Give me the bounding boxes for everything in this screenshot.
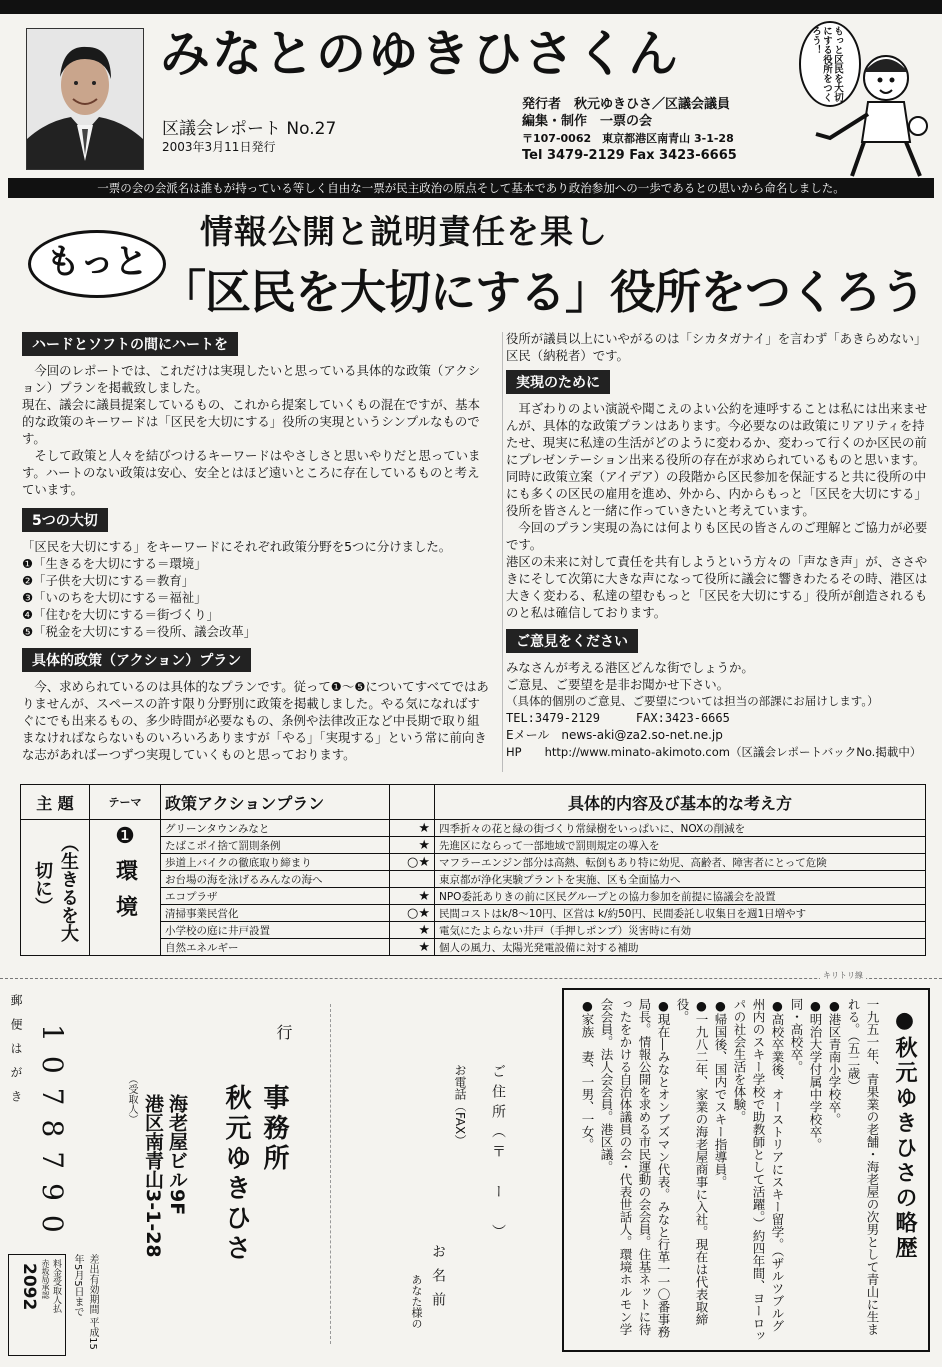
header-detail: 具体的内容及び基本的な考え方 [435,785,926,820]
profile-list [572,998,882,1342]
paragraph: 現在、議会に議員提案しているもの、これから提案していくもの混在ですが、基本的な政策のキーワードは「区民を大切にする」役所の実現というシンプルなものです。 [22,397,480,446]
detail-cell: 四季折々の花と緑の街づくり常緑樹をいっぱいに、NOXの削減を [435,820,926,837]
detail-cell: 電気にたよらない井戸（手押しポンプ）災害時に有効 [435,922,926,939]
paragraph: 同時に政策立案（アイデア）の段階から区民参加を保証すると共に役所の中にも多くの区民の雇用を進め、外から、内からもっと「区民を大切にする」役所を皆さんと一緒に作っていきたいと考えています。 [506,469,927,518]
detail-cell: 東京都が浄化実験プラントを実施、区も全面協力へ [435,871,926,888]
table-header [21,785,926,820]
star-icon: ★ [390,939,435,956]
plan-cell: エコプラザ [161,888,390,905]
publisher: 発行者 秋元ゆきひさ／区議会議員 [522,97,731,112]
motto-banner: 一票の会の会派名は誰もが持っている等しく自由な一票が民主政治の原点そして基本であり政治参加への一歩であるとの思いから命名しました。 [8,178,934,198]
column-divider [502,332,503,772]
star-icon: ★ [390,922,435,939]
postage-approval: 赤坂局承認 [41,1259,50,1299]
profile-item: ●一九八二年、家業の海老屋商事に入社。現在は代表取締役。 [675,998,709,1326]
profile-item: ●港区青南小学校卒。 [827,998,842,1126]
plan-cell: 歩道上バイクの徹底取り締まり [161,854,390,871]
star-icon: ★ [390,888,435,905]
contact-tel-fax: TEL:3479-2129 FAX:3423-6665 [506,711,730,725]
detail-cell: 先進区にならって一部地域で罰則規定の導入を [435,837,926,854]
detail-cell: 個人の風力、太陽光発電設備に対する補助 [435,939,926,956]
masthead-title: みなとのゆきひさくん [160,25,680,83]
profile-item: ●現在―みなとオンブズマン代表。みなと行革一一〇番事務局長。情報公開を求める市民運動の会会員。住基ネットに待ったをかける自治体議員の会・代表世話人。環境ホルモン学会会員。法人会会員。港区議。 [599,998,671,1338]
theme-number-icon: ❶ [115,824,135,849]
left-column [22,332,490,763]
list-item: ❷「子供を大切にする＝教育」 [22,573,195,588]
paragraph: （具体的個別のご意見、ご要望については担当の部課にお届けします。） [506,694,879,708]
right-column [506,330,930,761]
paragraph: 耳ざわりのよい演説や聞こえのよい公約を連呼することは私には出来ませんが、具体的な政策プランはあります。今必要なのは政策にリアリティを持たせ、現実に私達の生活がどのように変わるか、変わって行くのか区民の前にプレゼンテーション出来る役所の存在が求められているものと思います。 [506,401,928,467]
section-heading: 実現のために [506,370,610,394]
receiver-name: 秋元ゆきひさ [221,1084,251,1264]
fold-line [330,1004,351,1344]
profile-title: ●秋元ゆきひさの略歴 [892,1008,917,1261]
editor: 編集・制作 一票の会 [522,114,653,129]
section-heading: ご意見をください [506,629,638,653]
detail-cell: マフラーエンジン部分は高熱、転倒もあり特に幼児、高齢者、障害者にとって危険 [435,854,926,871]
plan-cell: 自然エネルギー [161,939,390,956]
profile-item: ●家族 妻、一男、一女。 [580,998,595,1151]
postcard-kind: 郵便はがき [9,994,23,1114]
header-plan: 政策アクションプラン [161,785,390,820]
paragraph: 役所が議員以上にいやがるのは「シカタガナイ」を言わず「あきらめない」区民（納税者）です。 [506,331,927,363]
paragraph: ご意見、ご要望を是非お聞かせ下さい。 [506,677,730,692]
plan-cell: 小学校の庭に井戸設置 [161,922,390,939]
table-row [21,820,926,837]
sender-label: あなた様の [410,1274,423,1329]
list-item: ❺「税金を大切にする＝役所、議会改革」 [22,624,257,639]
paragraph: 港区の未来に対して責任を共有しようという方々の「声なき声」が、ささやきにそして次第に大きな声になって役所に議会に響きわたるその時、港区は大きく変わる、私達の望むもっと「区民を大切にする」役所が創造されるものと私は確信しております。 [506,554,928,620]
issue-date: 2003年3月11日発行 [162,140,276,154]
star-icon: ★ [390,820,435,837]
receiver-label: （受取人） [126,1074,137,1124]
plan-cell: 清掃事業民営化 [161,905,390,922]
profile-item: ●帰国後、国内でスキー指導員。 [713,998,728,1188]
profile-item: 同・高校卒。 [789,998,804,1073]
receiver-suffix: 行 [274,1024,293,1040]
top-rule [0,0,942,14]
paragraph: そして政策と人々を結びつけるキーワードはやさしさと思いやりだと思っています。ハートのない政策は安心、安全とはほど遠いところに存在しているものと考えています。 [22,448,481,497]
section-heading: 5つの大切 [22,508,108,532]
five-priorities-list [22,555,490,640]
postage-label: 料金受取人払 [51,1259,61,1313]
profile-item: ●高校卒業後、オーストリアにスキー留学。（ザルツブルグ州内のスキー学校で助教師として活躍。）約四年間、ヨーロッパの社会生活を体験。 [732,998,785,1342]
profile-item: 一九五一年、青果業の老舗・海老屋の次男として青山に生まれる。（五二歳） [846,998,880,1336]
phone-fax: Tel 3479-2129 Fax 3423-6665 [522,148,737,163]
contact-website[interactable]: HP http://www.minato-akimoto.com（区議会レポートバックNo.掲載中） [506,745,922,759]
section-heading: ハードとソフトの間にハートを [22,332,238,356]
profile-item: ●明治大学付属中学校卒。 [808,998,823,1151]
receiver-address1: 港区南青山3-1-28 [142,1094,164,1258]
address: 〒107-0062 東京都港区南青山 3-1-28 [522,132,734,145]
list-item: ❹「住むを大切にする＝街づくり」 [22,607,219,622]
sender-name-field[interactable]: お名前 [430,1244,446,1316]
cut-line-label: キリトリ線 [820,970,866,981]
zip-code: 1078790 [36,1024,69,1247]
detail-cell: 民間コストはk/8〜10円、区営は k/約50円、民間委託し収集日を週1日増やす [435,905,926,922]
paragraph: 今回のレポートでは、これだけは実現したいと思っている具体的な政策（アクション）プランを掲載致しました。 [22,363,481,395]
reply-postcard [0,984,552,1364]
headline-line2: 「区民を大切にする」役所をつくろう [160,265,925,319]
validity: 差出有効期間 平成15年5月5日まで [72,1254,98,1350]
policy-table [20,784,926,956]
headline-line1: 情報公開と説明責任を果し [200,212,608,251]
theme-label: （生きるを大切に） [32,833,79,942]
star-icon [390,871,435,888]
plan-cell: たばこポイ捨て罰則条例 [161,837,390,854]
detail-cell: NPO委託ありきの前に区民グループとの協力参加を前提に協議会を設置 [435,888,926,905]
paragraph: みなさんが考える港区どんな街でしょうか。 [506,660,754,675]
list-item: ❶「生きるを大切にする＝環境」 [22,556,207,571]
postage-box [8,1254,66,1356]
mascot-illustration [790,16,932,180]
publisher-info [522,96,737,164]
paragraph: 今、求められているのは具体的なプランです。従って❶〜❺についてすべてではありませんが、スペースの許す限り分野別に政策を掲載しました。やる気になればすぐにでも出来るもの、多少時間が必要なもの、条例や法律改正など中長期で取り組まなければならないものいろいろありますが「やる」「実現する」という常に前向きな志があればーつずつ実現していくものと思っております。 [22,679,489,762]
star-icon: ○★ [390,854,435,871]
paragraph: 今回のプラン実現の為には何よりも区民の皆さんのご理解とご協力が必要です。 [506,520,928,552]
sender-phone-field[interactable]: お電話（FAX） [453,1064,467,1147]
header-tema: テーマ [90,785,161,820]
sender-address-field[interactable]: ご住所（〒 ー ） [490,1064,506,1244]
speech-bubble-text: もっと区民を大切にする役所をつくろう！ [810,26,843,102]
postage-number: 2092 [19,1263,39,1311]
issue-number: 区議会レポート No.27 [162,119,337,139]
plan-cell: お台場の海を泳げるみんなの海へ [161,871,390,888]
tema-label: 環境 [112,859,138,931]
profile-box [562,988,930,1352]
receiver-address2: 海老屋ビル9F [166,1094,188,1216]
cut-line [0,978,942,979]
list-item: ❸「いのちを大切にする＝福祉」 [22,590,207,605]
receiver-office: 事務所 [259,1084,289,1174]
headline-badge: もっと [28,230,166,298]
header-theme: 主 題 [21,785,90,820]
paragraph: 「区民を大切にする」をキーワードにそれぞれ政策分野を5つに分けました。 [22,539,452,554]
star-icon: ★ [390,837,435,854]
contact-email[interactable]: Eメール news-aki@za2.so-net.ne.jp [506,728,723,742]
author-photo [26,28,144,170]
section-heading: 具体的政策（アクション）プラン [22,648,251,672]
star-icon: ○★ [390,905,435,922]
plan-cell: グリーンタウンみなと [161,820,390,837]
